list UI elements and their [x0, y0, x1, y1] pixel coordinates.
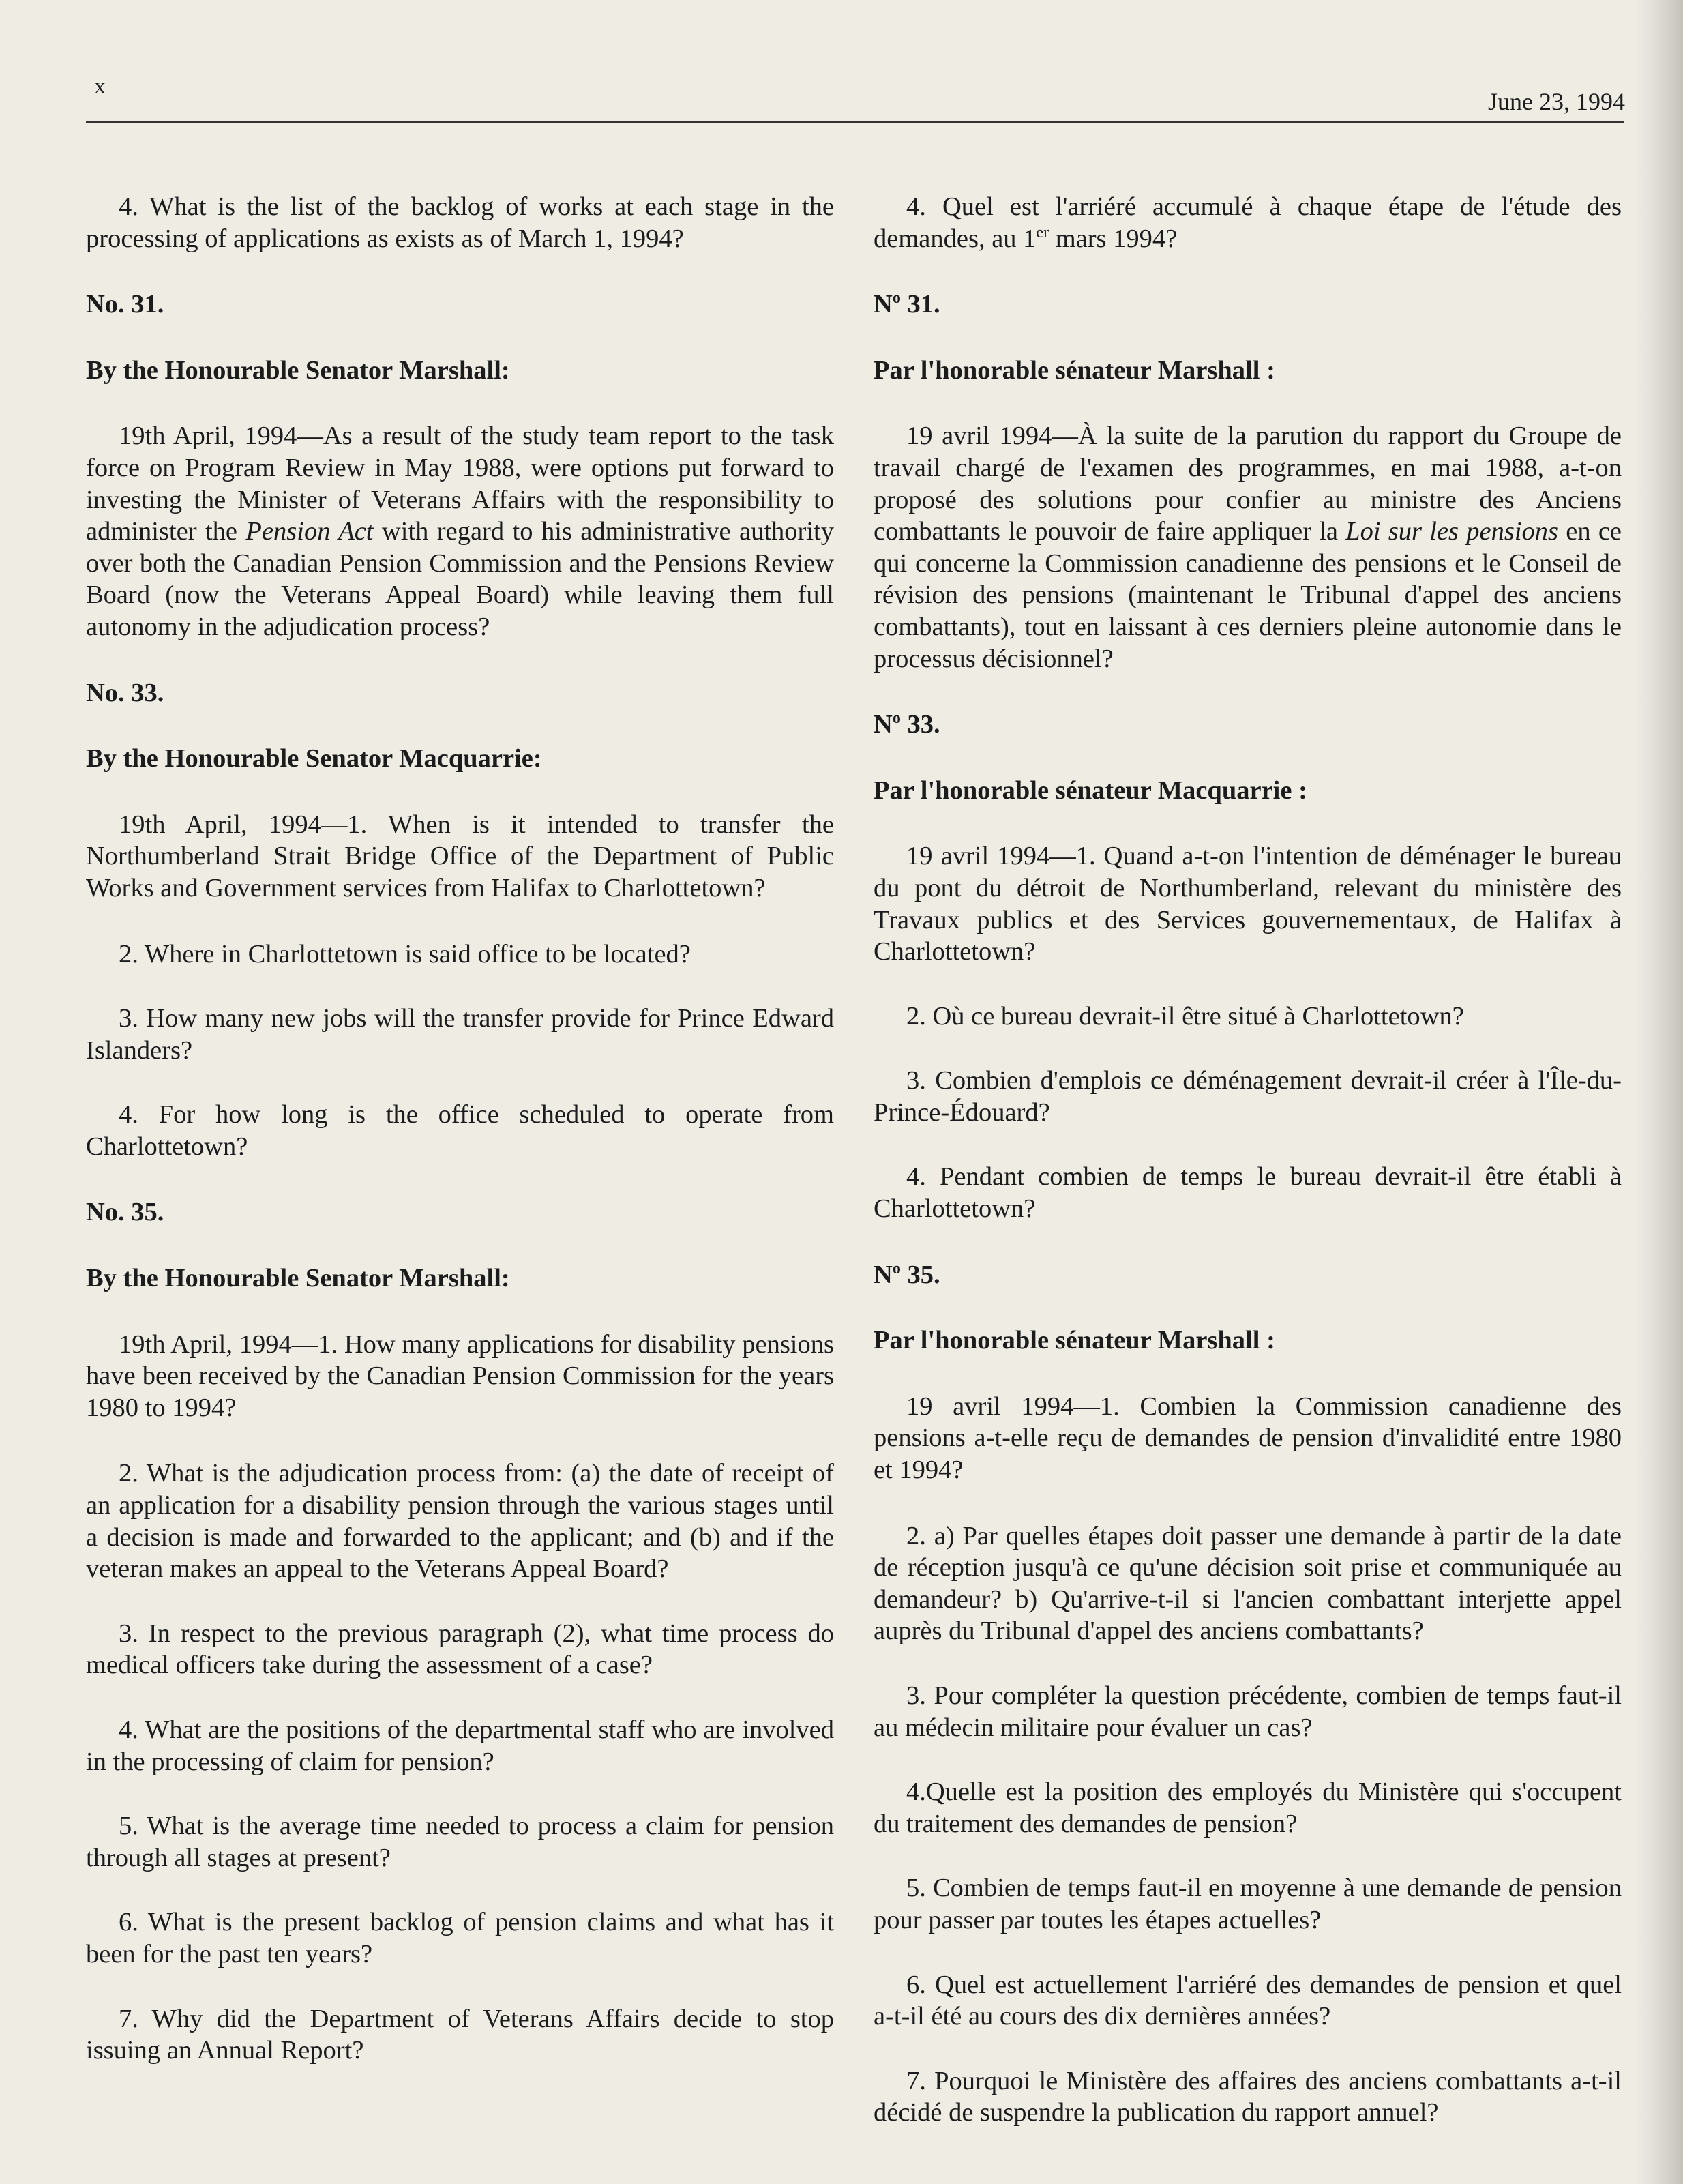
- q35-item-2: 2. What is the adjudication process from: (a) the date of receipt of an application for a disability pension through the various stages until a decision is made and forwarded to the applicant; and (b) and if the veteran makes an appeal to the Veterans Appeal Board?: [86, 1459, 834, 1584]
- q35-item-6-fr: 6. Quel est actuellement l'arriéré des demandes de pension et quel a-t-il été au cours des dix dernières années?: [874, 1970, 1622, 2031]
- q31-senator-fr: Par l'honorable sénateur Marshall :: [874, 355, 1275, 385]
- page-number: x: [94, 74, 106, 99]
- q31-number-fr: $N^o$ 31.: [874, 289, 940, 319]
- book-spine-shadow: [1635, 0, 1683, 2184]
- q35-item-5: 5. What is the average time needed to process a claim for pension through all stages at present?: [86, 1812, 834, 1872]
- q31-number: No. 31.: [86, 290, 164, 319]
- q33-senator-fr: Par l'honorable sénateur Macquarrie :: [874, 776, 1307, 805]
- q35-item-1: 19th April, 1994—1. How many applications for disability pensions have been received by the Canadian Pension Commission for the years 1980 to 1994?: [86, 1329, 834, 1422]
- q33-item-2-fr: 2. Où ce bureau devrait-il être situé à Charlottetown?: [906, 1001, 1464, 1031]
- q35-senator-fr: Par l'honorable sénateur Marshall :: [874, 1326, 1275, 1355]
- q35-number-fr: $N^o$ 35.: [874, 1259, 940, 1289]
- pension-act-title: Pension Act: [245, 517, 374, 546]
- q31-text: 19th April, 1994—As a result of the study team report to the task force on Program Review in May 1988, were options put forward to investing the Minister of Veterans Affairs with the responsibility to administer the Pension Act with regard to his administrative authority over both the Canadian Pension Commission and the Pensions Review Board (now the Veterans Appeal Board) while leaving them full autonomy in the adjudication process?: [86, 422, 834, 641]
- q33-item-2: 2. Where in Charlottetown is said office to be located?: [119, 939, 691, 969]
- q30-item-4: 4. What is the list of the backlog of works at each stage in the processing of applications as exists as of March 1, 1994?: [86, 192, 834, 253]
- q33-number-fr: $N^o$ 33.: [874, 709, 940, 739]
- q30-item-4-fr: 4. Quel est l'arriéré accumulé à chaque étape de l'étude des demandes, au 1er mars 1994?: [874, 192, 1622, 253]
- english-column: [86, 191, 834, 2067]
- q31-text-fr: 19 avril 1994—À la suite de la parution du rapport du Groupe de travail chargé de l'examen des programmes, en mai 1988, a-t-on proposé des solutions pour confier au ministre des Anciens combattants le pouvoir de faire appliquer la Loi sur les pensions en ce qui concerne la Commission canadienne des pensions et le Conseil de révision des pensions (maintenant le Tribunal d'appel des anciens combattants), tout en laissant à ces derniers pleine autonomie dans le processus décisionnel?: [874, 422, 1622, 673]
- q33-item-1-fr: 19 avril 1994—1. Quand a-t-on l'intention de déménager le bureau du pont du détroit de Northumberland, relevant du ministère des Travaux publics et des Services gouvernementaux, de Halifax à Charlottetown?: [874, 842, 1622, 966]
- q33-senator: By the Honourable Senator Macquarrie:: [86, 744, 542, 773]
- q35-item-4-fr: 4.Quelle est la position des employés du Ministère qui s'occupent du traitement des demandes de pension?: [874, 1777, 1622, 1838]
- q35-item-3: 3. In respect to the previous paragraph (2), what time process do medical officers take during the assessment of a case?: [86, 1619, 834, 1680]
- q35-number: No. 35.: [86, 1198, 164, 1227]
- header-rule: [86, 121, 1624, 123]
- q33-item-1: 19th April, 1994—1. When is it intended to transfer the Northumberland Strait Bridge Office of the Department of Public Works and Government services from Halifax to Charlottetown?: [86, 810, 834, 902]
- q35-senator: By the Honourable Senator Marshall:: [86, 1264, 510, 1293]
- q35-item-4: 4. What are the positions of the departmental staff who are involved in the processing of claim for pension?: [86, 1715, 834, 1776]
- q33-item-4-fr: 4. Pendant combien de temps le bureau devrait-il être établi à Charlottetown?: [874, 1162, 1622, 1224]
- q33-item-4: 4. For how long is the office scheduled to operate from Charlottetown?: [86, 1100, 834, 1161]
- q35-item-5-fr: 5. Combien de temps faut-il en moyenne à une demande de pension pour passer par toutes les étapes actuelles?: [874, 1874, 1622, 1934]
- q33-number: No. 33.: [86, 678, 164, 707]
- q35-item-7-fr: 7. Pourquoi le Ministère des affaires des anciens combattants a-t-il décidé de suspendre la publication du rapport annuel?: [874, 2066, 1622, 2127]
- q33-item-3: 3. How many new jobs will the transfer provide for Prince Edward Islanders?: [86, 1004, 834, 1065]
- q35-item-3-fr: 3. Pour compléter la question précédente, combien de temps faut-il au médecin militaire pour évaluer un cas?: [874, 1681, 1622, 1742]
- q35-item-2-fr: 2. a) Par quelles étapes doit passer une demande à partir de la date de réception jusqu'à ce qu'une décision soit prise et communiquée au demandeur? b) Qu'arrive-t-il si l'ancien combattant interjette appel auprès du Tribunal d'appel des anciens combattants?: [874, 1521, 1622, 1646]
- page-date: June 23, 1994: [1488, 88, 1625, 115]
- q35-item-1-fr: 19 avril 1994—1. Combien la Commission canadienne des pensions a-t-elle reçu de demandes de pension d'invalidité entre 1980 et 1994?: [874, 1391, 1622, 1485]
- q35-item-6: 6. What is the present backlog of pension claims and what has it been for the past ten years?: [86, 1908, 834, 1968]
- loi-sur-les-pensions-title: Loi sur les pensions: [1345, 517, 1559, 546]
- q33-item-3-fr: 3. Combien d'emplois ce déménagement devrait-il créer à l'Île-du-Prince-Édouard?: [874, 1066, 1622, 1127]
- q35-item-7: 7. Why did the Department of Veterans Affairs decide to stop issuing an Annual Report?: [86, 2004, 834, 2065]
- q31-senator: By the Honourable Senator Marshall:: [86, 355, 510, 385]
- french-column: [874, 191, 1622, 2129]
